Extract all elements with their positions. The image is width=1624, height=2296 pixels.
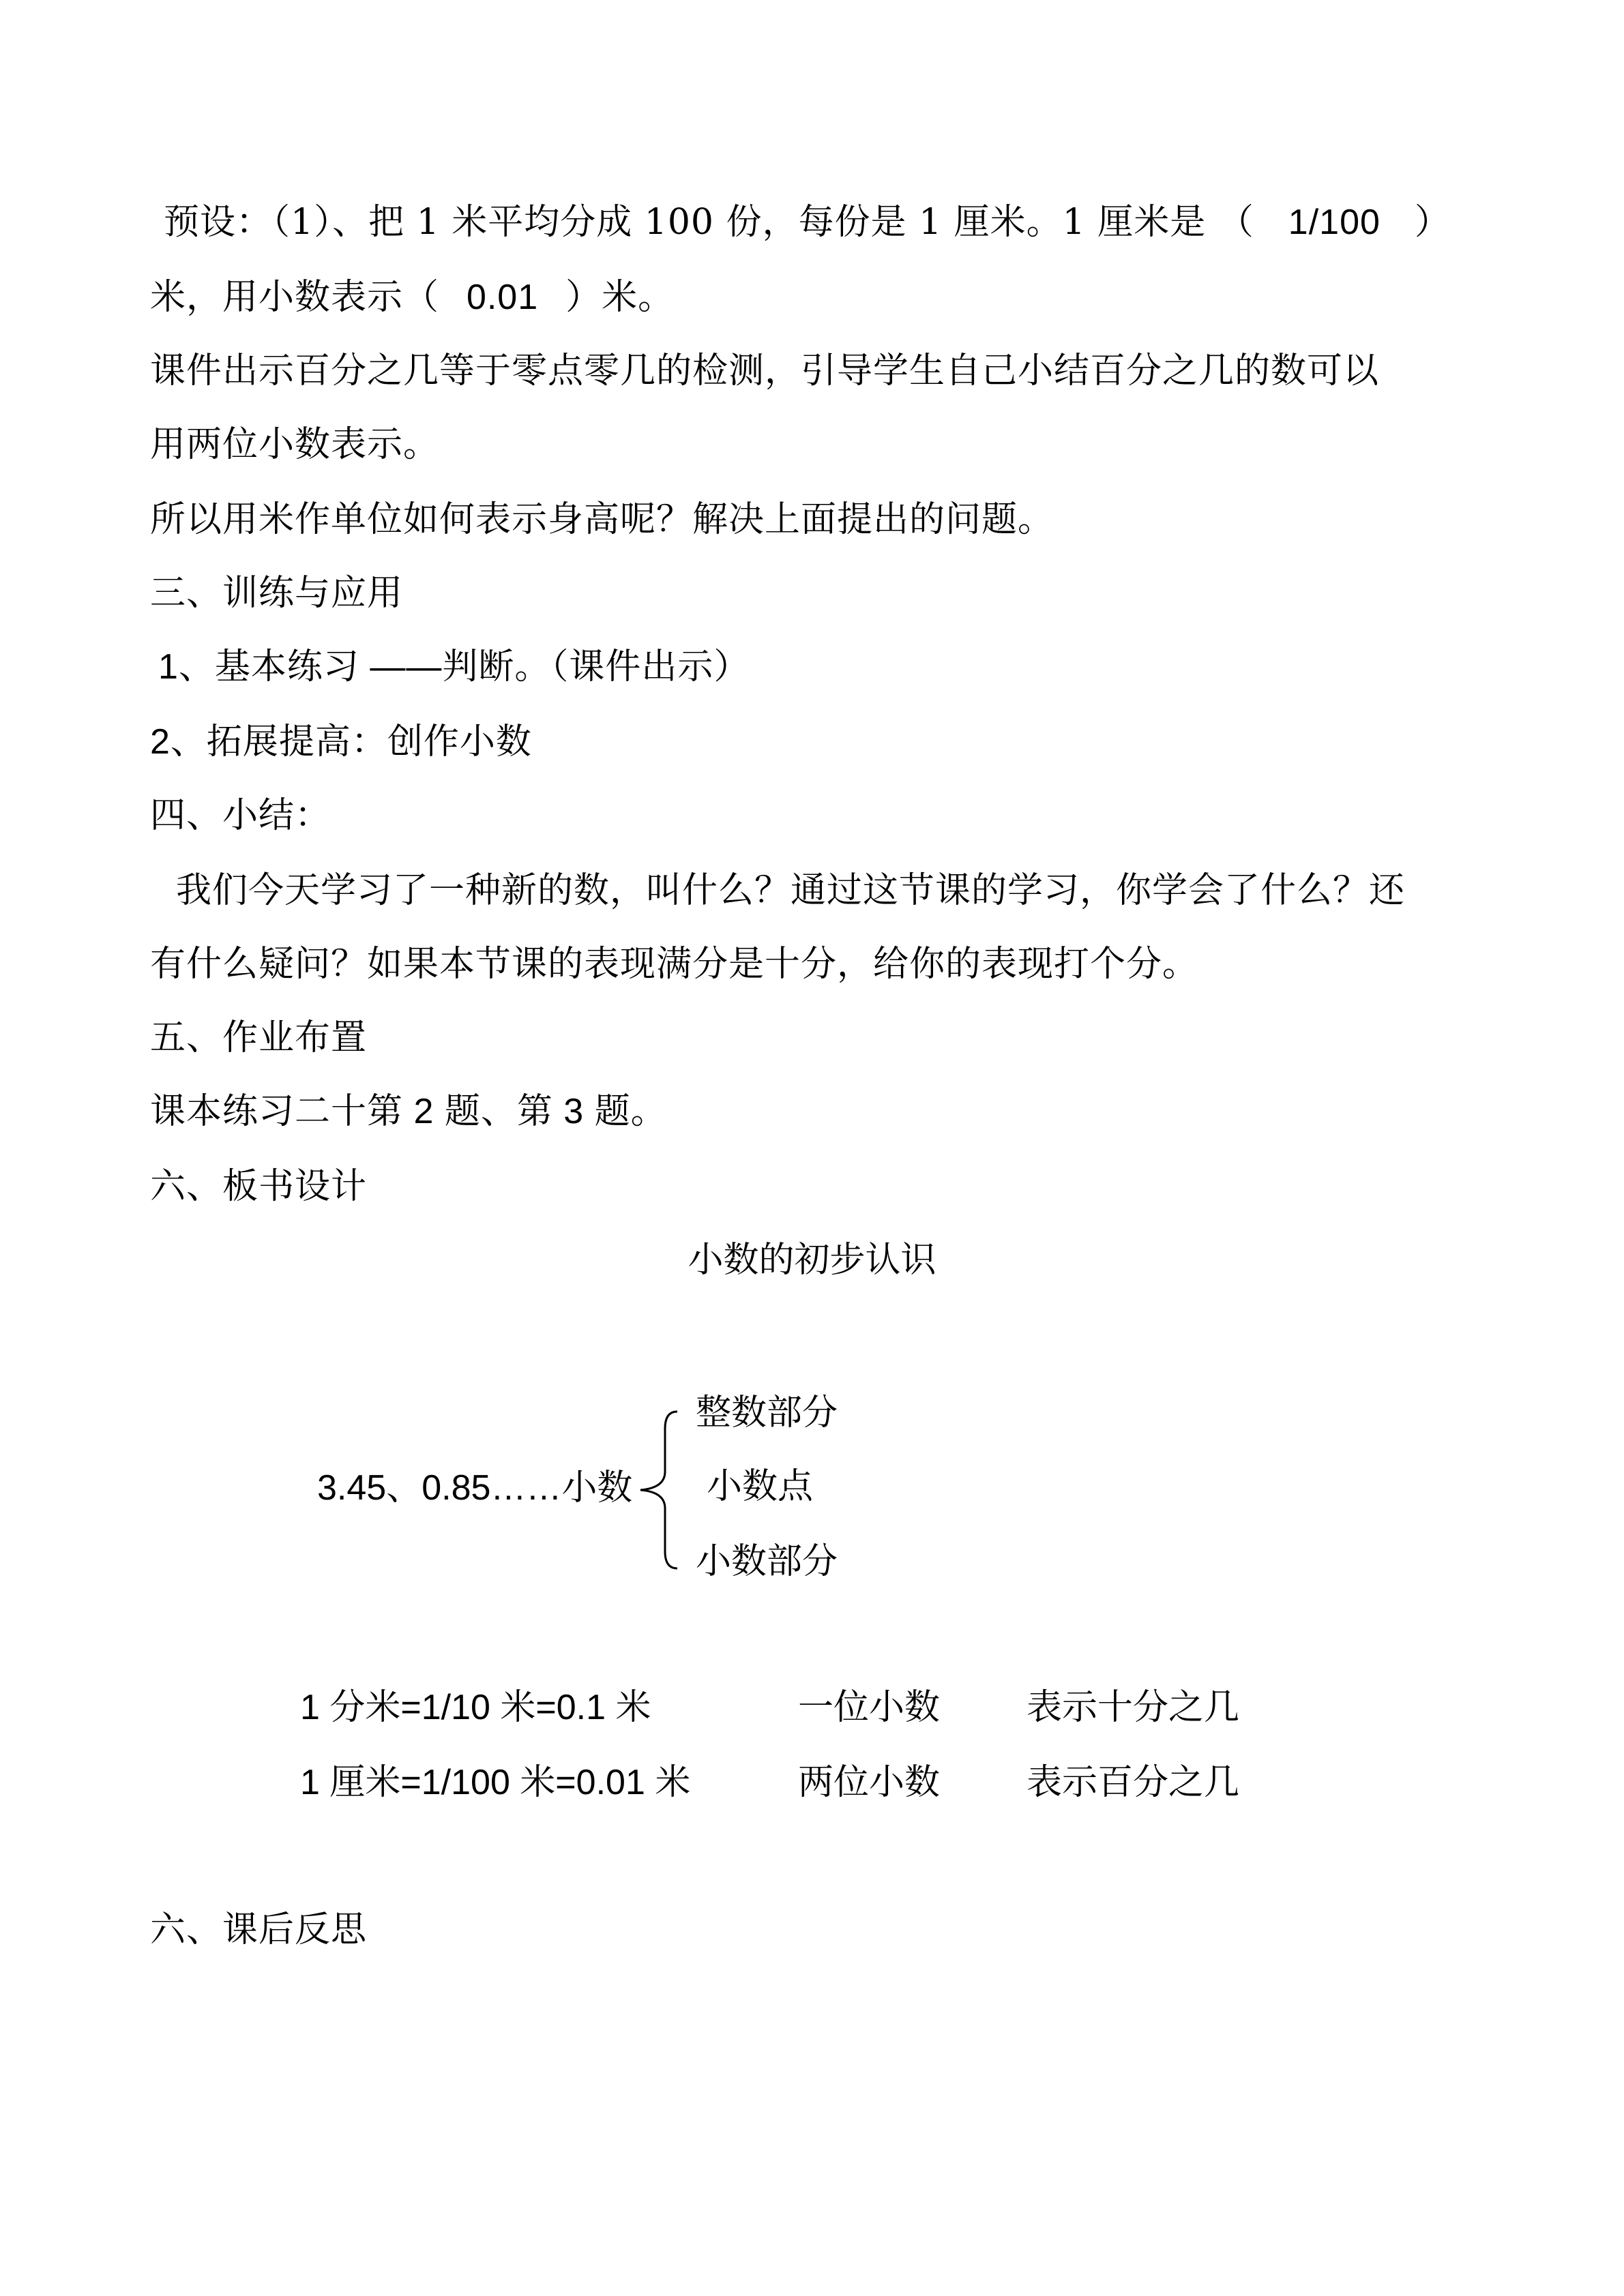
board-row2-meaning: 表示百分之几 (1027, 1762, 1240, 1803)
paragraph-preset-line1 (164, 202, 1451, 243)
section-heading-homework: 五、作业布置 (150, 1017, 368, 1058)
preset-text-c: 米，用小数表示（ (150, 277, 440, 318)
item-basic-exercise: 1、基本练习 ——判断。（课件出示） (158, 647, 750, 687)
board-title: 小数的初步认识 (688, 1240, 936, 1281)
preset-text-b: ） (1414, 202, 1451, 243)
branch-decimal-point: 小数点 (707, 1466, 814, 1507)
paragraph-courseware-line2: 用两位小数表示。 (150, 424, 440, 465)
preset-text-d: ）米。 (565, 277, 675, 318)
paragraph-courseware-line1: 课件出示百分之几等于零点零几的检测，引导学生自己小结百分之几的数可以 (150, 351, 1380, 391)
section-heading-reflection: 六、课后反思 (150, 1909, 368, 1950)
board-decimal-label: 3.45、0.85……小数 (317, 1468, 633, 1508)
board-row2-kind: 两位小数 (798, 1762, 941, 1803)
board-row2-equation: 1 厘米=1/100 米=0.01 米 (300, 1763, 691, 1802)
answer-blank-fraction: 1/100 (1288, 203, 1381, 242)
paragraph-preset-line2 (150, 277, 674, 318)
paragraph-height-question: 所以用米作单位如何表示身高呢？解决上面提出的问题。 (150, 499, 1054, 540)
paragraph-summary-line2: 有什么疑问？如果本节课的表现满分是十分，给你的表现打个分。 (150, 944, 1199, 985)
section-heading-summary: 四、小结： (150, 795, 331, 836)
answer-blank-decimal: 0.01 (466, 278, 539, 317)
branch-decimal-part: 小数部分 (696, 1541, 838, 1582)
paragraph-summary-line1: 我们今天学习了一种新的数，叫什么？通过这节课的学习，你学会了什么？还 (176, 870, 1406, 911)
branch-integer-part: 整数部分 (696, 1392, 838, 1433)
item-extension: 2、拓展提高：创作小数 (150, 722, 532, 762)
board-row1-meaning: 表示十分之几 (1027, 1687, 1240, 1728)
board-row1-equation: 1 分米=1/10 米=0.1 米 (300, 1688, 651, 1727)
preset-text-a: 预设：（1）、把 1 米平均分成 100 份，每份是 1 厘米。1 厘米是 （ (164, 202, 1254, 243)
section-heading-board-design: 六、板书设计 (150, 1166, 368, 1207)
paragraph-homework: 课本练习二十第 2 题、第 3 题。 (150, 1092, 667, 1131)
board-row1-kind: 一位小数 (798, 1687, 941, 1728)
section-heading-training: 三、训练与应用 (150, 573, 404, 614)
